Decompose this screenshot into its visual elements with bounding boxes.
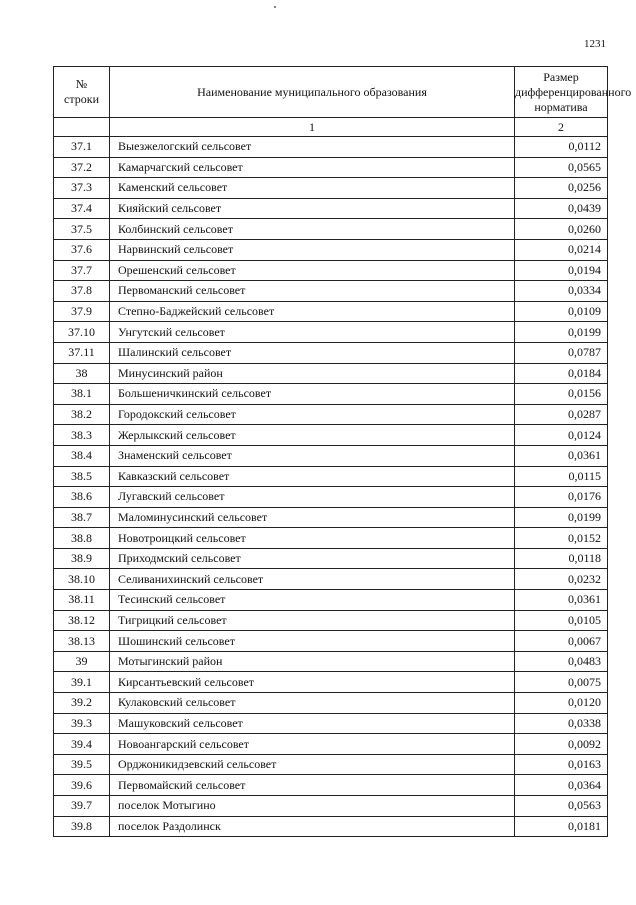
municipality-name: Первомайский сельсовет bbox=[110, 775, 515, 796]
row-number: 37.1 bbox=[54, 137, 110, 158]
municipality-name: Новотроицкий сельсовет bbox=[110, 528, 515, 549]
row-number: 37.7 bbox=[54, 260, 110, 281]
table-row bbox=[54, 651, 608, 672]
row-number: 39 bbox=[54, 651, 110, 672]
table-body bbox=[54, 137, 608, 837]
row-number: 38.11 bbox=[54, 590, 110, 611]
norm-value: 0,0109 bbox=[515, 301, 608, 322]
norm-value: 0,0199 bbox=[515, 507, 608, 528]
row-number: 37.4 bbox=[54, 198, 110, 219]
norm-value: 0,0120 bbox=[515, 693, 608, 714]
municipality-name: Большеничкинский сельсовет bbox=[110, 384, 515, 405]
table-row bbox=[54, 507, 608, 528]
municipality-name: Первоманский сельсовет bbox=[110, 281, 515, 302]
norm-value: 0,0199 bbox=[515, 322, 608, 343]
norm-value: 0,0112 bbox=[515, 137, 608, 158]
table-row bbox=[54, 239, 608, 260]
municipality-name: Приходмский сельсовет bbox=[110, 548, 515, 569]
norm-value: 0,0214 bbox=[515, 239, 608, 260]
row-number: 38.8 bbox=[54, 528, 110, 549]
row-number: 39.1 bbox=[54, 672, 110, 693]
norm-value: 0,0092 bbox=[515, 734, 608, 755]
header-row-number bbox=[54, 67, 110, 118]
header-num-word: строки bbox=[64, 92, 99, 106]
row-number: 39.5 bbox=[54, 754, 110, 775]
row-number: 38.12 bbox=[54, 610, 110, 631]
row-number: 38.13 bbox=[54, 631, 110, 652]
col-number-empty bbox=[54, 118, 110, 137]
norm-value: 0,0105 bbox=[515, 610, 608, 631]
municipality-name: Камарчагский сельсовет bbox=[110, 157, 515, 178]
row-number: 38.9 bbox=[54, 548, 110, 569]
row-number: 39.6 bbox=[54, 775, 110, 796]
table-row bbox=[54, 157, 608, 178]
norm-value: 0,0361 bbox=[515, 445, 608, 466]
municipality-name: Шалинский сельсовет bbox=[110, 342, 515, 363]
row-number: 37.6 bbox=[54, 239, 110, 260]
municipality-name: Выезжелогский сельсовет bbox=[110, 137, 515, 158]
table-row bbox=[54, 445, 608, 466]
row-number: 38.3 bbox=[54, 425, 110, 446]
col-number-name: 1 bbox=[110, 118, 515, 137]
municipality-name: Унгутский сельсовет bbox=[110, 322, 515, 343]
norm-value: 0,0439 bbox=[515, 198, 608, 219]
table-row bbox=[54, 342, 608, 363]
norm-value: 0,0067 bbox=[515, 631, 608, 652]
row-number: 38.6 bbox=[54, 487, 110, 508]
table-row bbox=[54, 548, 608, 569]
municipality-name: Кирсантьевский сельсовет bbox=[110, 672, 515, 693]
municipality-name: Маломинусинский сельсовет bbox=[110, 507, 515, 528]
row-number: 37.11 bbox=[54, 342, 110, 363]
norm-value: 0,0075 bbox=[515, 672, 608, 693]
norm-value: 0,0156 bbox=[515, 384, 608, 405]
table-row bbox=[54, 569, 608, 590]
row-number: 39.4 bbox=[54, 734, 110, 755]
table-row bbox=[54, 816, 608, 837]
row-number: 39.7 bbox=[54, 796, 110, 817]
row-number: 38.10 bbox=[54, 569, 110, 590]
table-row bbox=[54, 198, 608, 219]
row-number: 37.10 bbox=[54, 322, 110, 343]
norm-value: 0,0184 bbox=[515, 363, 608, 384]
norm-value: 0,0287 bbox=[515, 404, 608, 425]
municipality-name: Машуковский сельсовет bbox=[110, 713, 515, 734]
norm-value: 0,0565 bbox=[515, 157, 608, 178]
norm-value: 0,0787 bbox=[515, 342, 608, 363]
table-row bbox=[54, 487, 608, 508]
municipality-name: Орджоникидзевский сельсовет bbox=[110, 754, 515, 775]
municipality-name: Мотыгинский район bbox=[110, 651, 515, 672]
municipality-name: Орешенский сельсовет bbox=[110, 260, 515, 281]
norm-value: 0,0334 bbox=[515, 281, 608, 302]
municipality-name: Нарвинский сельсовет bbox=[110, 239, 515, 260]
row-number: 38 bbox=[54, 363, 110, 384]
table-row bbox=[54, 301, 608, 322]
municipality-name: Степно-Баджейский сельсовет bbox=[110, 301, 515, 322]
municipality-name: Колбинский сельсовет bbox=[110, 219, 515, 240]
norm-value: 0,0563 bbox=[515, 796, 608, 817]
table-row bbox=[54, 137, 608, 158]
norm-value: 0,0181 bbox=[515, 816, 608, 837]
table-row bbox=[54, 178, 608, 199]
table-row bbox=[54, 404, 608, 425]
municipality-name: Знаменский сельсовет bbox=[110, 445, 515, 466]
norm-value: 0,0364 bbox=[515, 775, 608, 796]
header-value-line2: дифференцированного bbox=[515, 84, 632, 99]
municipality-name: Кулаковский сельсовет bbox=[110, 693, 515, 714]
table-row bbox=[54, 713, 608, 734]
header-value-line1: Размер bbox=[543, 69, 579, 84]
municipality-name: Новоангарский сельсовет bbox=[110, 734, 515, 755]
row-number: 37.9 bbox=[54, 301, 110, 322]
table-row bbox=[54, 631, 608, 652]
table-row bbox=[54, 590, 608, 611]
municipality-name: Жерлыкский сельсовет bbox=[110, 425, 515, 446]
table-row bbox=[54, 219, 608, 240]
header-municipality-name: Наименование муниципального образования bbox=[110, 67, 515, 118]
row-number: 38.2 bbox=[54, 404, 110, 425]
header-num-symbol: № bbox=[75, 77, 88, 91]
table-header bbox=[54, 67, 632, 137]
table-row bbox=[54, 281, 608, 302]
norms-table bbox=[53, 66, 632, 837]
row-number: 38.5 bbox=[54, 466, 110, 487]
norm-value: 0,0256 bbox=[515, 178, 608, 199]
norm-value: 0,0152 bbox=[515, 528, 608, 549]
table-row bbox=[54, 672, 608, 693]
scan-speck bbox=[274, 6, 276, 8]
table-row bbox=[54, 754, 608, 775]
row-number: 38.1 bbox=[54, 384, 110, 405]
norm-value: 0,0124 bbox=[515, 425, 608, 446]
row-number: 39.3 bbox=[54, 713, 110, 734]
municipality-name: Шошинский сельсовет bbox=[110, 631, 515, 652]
table-row bbox=[54, 796, 608, 817]
norm-value: 0,0176 bbox=[515, 487, 608, 508]
table-row bbox=[54, 734, 608, 755]
row-number: 37.3 bbox=[54, 178, 110, 199]
row-number: 37.8 bbox=[54, 281, 110, 302]
municipality-name: Каменский сельсовет bbox=[110, 178, 515, 199]
table-row bbox=[54, 610, 608, 631]
municipality-name: Кияйский сельсовет bbox=[110, 198, 515, 219]
municipality-name: Селиванихинский сельсовет bbox=[110, 569, 515, 590]
table-row bbox=[54, 425, 608, 446]
norm-value: 0,0194 bbox=[515, 260, 608, 281]
table-row bbox=[54, 322, 608, 343]
header-value-line3: норматива bbox=[534, 99, 588, 114]
row-number: 37.2 bbox=[54, 157, 110, 178]
norm-value: 0,0338 bbox=[515, 713, 608, 734]
table-row bbox=[54, 528, 608, 549]
municipality-name: поселок Раздолинск bbox=[110, 816, 515, 837]
municipality-name: поселок Мотыгино bbox=[110, 796, 515, 817]
norm-value: 0,0115 bbox=[515, 466, 608, 487]
table-row bbox=[54, 775, 608, 796]
row-number: 38.4 bbox=[54, 445, 110, 466]
col-number-value: 2 bbox=[515, 118, 608, 137]
row-number: 38.7 bbox=[54, 507, 110, 528]
table-row bbox=[54, 384, 608, 405]
row-number: 39.8 bbox=[54, 816, 110, 837]
municipality-name: Тесинский сельсовет bbox=[110, 590, 515, 611]
row-number: 39.2 bbox=[54, 693, 110, 714]
header-norm-size bbox=[515, 67, 632, 118]
table-row bbox=[54, 363, 608, 384]
municipality-name: Городокский сельсовет bbox=[110, 404, 515, 425]
norm-value: 0,0163 bbox=[515, 754, 608, 775]
municipality-name: Лугавский сельсовет bbox=[110, 487, 515, 508]
norm-value: 0,0118 bbox=[515, 548, 608, 569]
municipality-name: Кавказский сельсовет bbox=[110, 466, 515, 487]
page-number: 1231 bbox=[584, 38, 606, 50]
table-row bbox=[54, 693, 608, 714]
norm-value: 0,0361 bbox=[515, 590, 608, 611]
municipality-name: Тигрицкий сельсовет bbox=[110, 610, 515, 631]
table-row bbox=[54, 260, 608, 281]
norm-value: 0,0260 bbox=[515, 219, 608, 240]
table-row bbox=[54, 466, 608, 487]
municipality-name: Минусинский район bbox=[110, 363, 515, 384]
norm-value: 0,0232 bbox=[515, 569, 608, 590]
norm-value: 0,0483 bbox=[515, 651, 608, 672]
row-number: 37.5 bbox=[54, 219, 110, 240]
